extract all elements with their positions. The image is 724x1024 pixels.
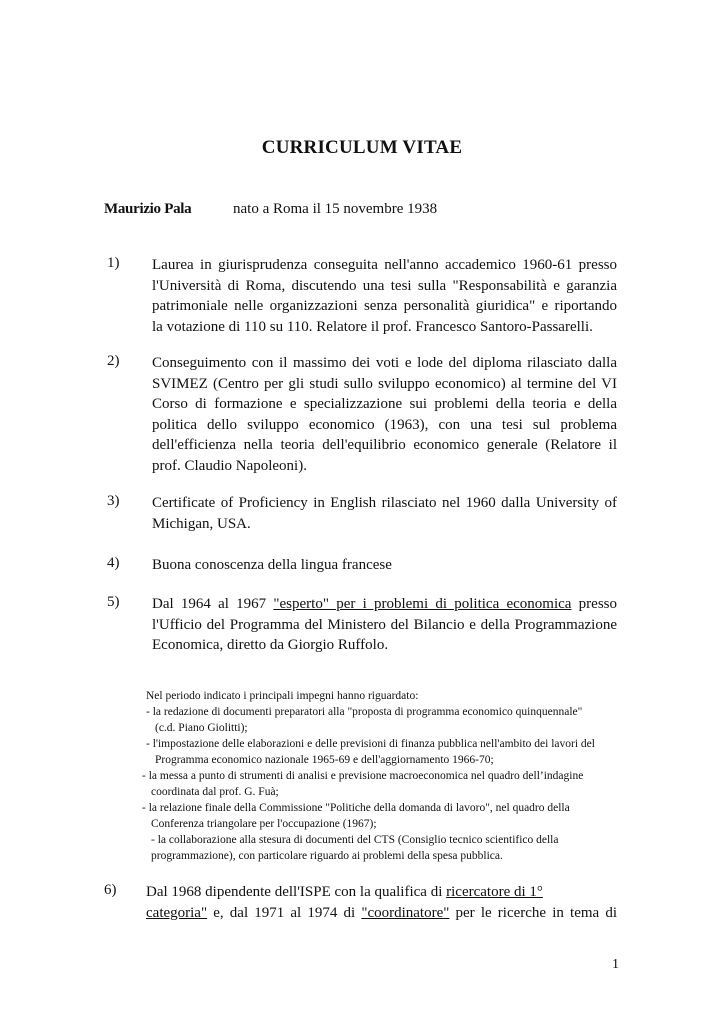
item-number: 5) — [107, 594, 120, 610]
birth-info: nato a Roma il 15 novembre 1938 — [233, 201, 438, 217]
list-item — [146, 882, 617, 923]
text-line: SVIMEZ (Centro per gli studi sullo sviluppo economico) al termine del VI — [152, 375, 617, 392]
list-item — [152, 493, 617, 534]
text-line: patrimoniale nelle organizzazioni senza personalità giuridica" e riportando — [152, 298, 617, 314]
underlined-role: "coordinatore" — [361, 904, 450, 921]
item-number: 4) — [107, 555, 120, 571]
item-number: 3) — [107, 493, 120, 509]
item-number: 1) — [107, 255, 120, 271]
detail-line: Programma economico nazionale 1965-69 e dell'aggiornamento 1966-70; — [155, 754, 494, 766]
list-item — [152, 255, 617, 337]
underlined-role: categoria" — [146, 904, 208, 921]
text-line: l'Università di Roma, discutendo una tesi sulla "Responsabilità e garanzia — [152, 277, 617, 294]
detail-line: - la messa a punto di strumenti di analisi e previsione macroeconomica nel quadro dell’indagine — [142, 770, 584, 782]
details-intro: Nel periodo indicato i principali impegni hanno riguardato: — [146, 690, 419, 702]
underlined-role: "esperto" per i problemi di politica economica — [273, 596, 572, 612]
text-line: Certificate of Proficiency in English rilasciato nel 1960 dalla University of — [152, 495, 617, 511]
person-name: Maurizio Pala — [104, 201, 192, 217]
text-line: Corso di formazione e specializzazione sui problemi della teoria e della — [152, 396, 617, 412]
text-line: Dal 1968 dipendente dell'ISPE con la qualifica di ricercatore di 1° — [146, 884, 543, 900]
underlined-role: ricercatore di 1° — [446, 884, 543, 900]
page-number: 1 — [612, 957, 619, 972]
text-line: l'Ufficio del Programma del Ministero del Bilancio e della Programmazione — [152, 616, 617, 633]
page-title: CURRICULUM VITAE — [261, 137, 463, 158]
detail-line: - la collaborazione alla stesura di documenti del CTS (Consiglio tecnico scientifico della — [151, 834, 559, 846]
detail-line: Conferenza triangolare per l'occupazione (1967); — [151, 818, 377, 830]
text-line: Michigan, USA. — [152, 515, 251, 532]
text-line: la votazione di 110 su 110. Relatore il prof. Francesco Santoro-Passarelli. — [152, 318, 593, 335]
text-line: politica dello sviluppo economico (1963), con una tesi sul problema — [152, 416, 617, 433]
list-item — [152, 353, 617, 476]
text-line: Buona conoscenza della lingua francese — [152, 557, 392, 573]
text-line: prof. Claudio Napoleoni). — [152, 457, 307, 474]
detail-line: - la relazione finale della Commissione "Politiche della domanda di lavoro", nel quadro della — [142, 802, 570, 814]
list-item — [152, 555, 617, 576]
text-line: dell'efficienza nella teoria dell'equilibrio economico generale (Relatore il — [152, 437, 617, 453]
text-line: categoria" e, dal 1971 al 1974 di "coordinatore" per le ricerche in tema di — [146, 904, 617, 921]
text-line: Laurea in giurisprudenza conseguita nell'anno accademico 1960-61 presso — [152, 257, 617, 273]
list-item — [152, 594, 617, 656]
detail-line: - l'impostazione delle elaborazioni e delle previsioni di finanza pubblica nell'ambito dei lavori del — [146, 738, 595, 750]
detail-line: - la redazione di documenti preparatori alla "proposta di programma economico quinquennale" — [146, 706, 583, 718]
text-line: Conseguimento con il massimo dei voti e lode del diploma rilasciato dalla — [152, 355, 617, 371]
item-number: 6) — [104, 882, 117, 898]
text-line: Economica, diretto da Giorgio Ruffolo. — [152, 637, 389, 653]
text-line: Dal 1964 al 1967 "esperto" per i problemi di politica economica presso — [152, 596, 618, 612]
item-number: 2) — [107, 353, 120, 369]
detail-line: coordinata dal prof. G. Fuà; — [151, 786, 279, 798]
detail-line: programmazione), con particolare riguardo ai problemi della spesa pubblica. — [151, 850, 503, 862]
detail-line: (c.d. Piano Giolitti); — [155, 722, 248, 734]
